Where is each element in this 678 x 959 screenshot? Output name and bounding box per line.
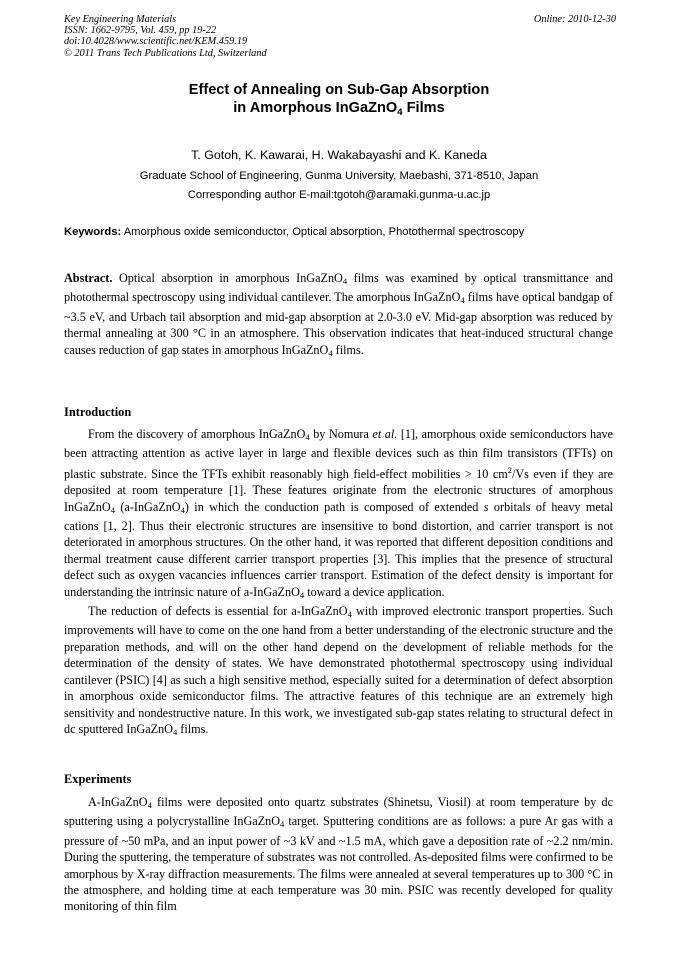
- introduction-body: [64, 426, 613, 740]
- para-text: with improved electronic transport properties. Such improvements will have to come on the one hand from a better understanding of the electronic structure and the preparation methods, and will on the other hand depend on the development of reliable methods for the determination of the density of states. We have demonstrated photothermal spectroscopy using individual cantilever (PSIC) [4] as such a high sensitive method, especially suited for a determination of defect absorption in amorphous oxide semiconductor films. The attractive features of this technique are an extremely high sensitivity and nondestructive nature. In this work, we investigated sub-gap states relating to structural defect in dc sputtered InGaZnO: [64, 604, 613, 736]
- corresponding-author: Corresponding author E-mail:tgotoh@aramaki.gunma-u.ac.jp: [187, 189, 491, 201]
- intro-paragraph-1: [64, 426, 613, 603]
- paper-title: [0, 81, 678, 122]
- online-date: Online: 2010-12-30: [533, 14, 616, 25]
- affiliation: Graduate School of Engineering, Gunma University, Maebashi, 371-8510, Japan: [139, 170, 539, 182]
- italic-text: s: [483, 499, 489, 514]
- keywords: [64, 226, 524, 238]
- para-text: From the discovery of amorphous InGaZnO: [88, 427, 306, 441]
- journal-name: Key Engineering Materials: [64, 14, 177, 25]
- subscript: 4: [172, 726, 178, 737]
- subscript: 4: [110, 504, 115, 515]
- title-text: in Amorphous InGaZnO: [233, 100, 398, 116]
- title-line-2: [0, 99, 678, 122]
- para-text: [1], amorphous oxide semiconductors have been attracting attention as active layer in large and flexible devices such as thin film transistors (TFTs) on plastic substrate. Since the TFTs exhibit reasonably high field-effect mobilities > 10 cm: [64, 427, 613, 481]
- intro-paragraph-2: [64, 603, 613, 740]
- subscript: 4: [147, 800, 152, 810]
- subscript: 4: [342, 276, 348, 286]
- experiments-paragraph-1: [64, 794, 613, 915]
- issn-line: ISSN: 1662-9795, Vol. 459, pp 19-22: [64, 25, 217, 37]
- subscript: 4: [460, 295, 465, 306]
- abstract-text: films was examined by optical transmittance and photothermal spectroscopy using individual cantilever. The amorphous InGaZnO: [64, 271, 613, 305]
- italic-text: et al.: [372, 427, 398, 441]
- subscript: 4: [328, 347, 333, 358]
- para-text: orbitals of heavy metal cations [1, 2]. Thus their electronic structures are insensitive to bond distortion, and carrier transport is not deteriorated in amorphous structures. On the other hand, it was reported that different deposition conditions and thermal treatment cause different carrier transport properties [3]. This implies that the presence of structural defect such as oxygen vacancies influences carrier transport. Estimation of the defect density is important for understanding the intrinsic nature of a-InGaZnO: [64, 499, 613, 599]
- doi-line: doi:10.4028/www.scientific.net/KEM.459.19: [64, 36, 248, 48]
- subscript: 4: [180, 504, 185, 515]
- abstract-text: Optical absorption in amorphous InGaZnO: [112, 271, 343, 285]
- abstract-text: films have optical bandgap of ~3.5 eV, and Urbach tail absorption and mid-gap absorption at 2.0-3.0 eV. Mid-gap absorption was reduced by thermal annealing at 300 °C in an atmosphere. This observation indicates that heat-induced structural change causes reduction of gap states in amorphous InGaZnO: [64, 290, 613, 357]
- para-text: The reduction of defects is essential for a-InGaZnO: [88, 604, 348, 619]
- subscript: 4: [347, 609, 352, 620]
- author-list: T. Gotoh, K. Kawarai, H. Wakabayashi and K. Kaneda: [191, 148, 487, 162]
- superscript: 2: [507, 464, 512, 475]
- title-subscript: 4: [397, 107, 403, 118]
- para-text: A-InGaZnO: [88, 795, 148, 809]
- para-text: ) in which the conduction path is composed of extended: [184, 499, 484, 514]
- para-text: (a-InGaZnO: [114, 499, 181, 514]
- para-text: films.: [177, 721, 209, 736]
- subscript: 4: [299, 589, 305, 600]
- experiments-heading: Experiments: [64, 772, 132, 786]
- experiments-body: [64, 794, 613, 915]
- keywords-label: Keywords:: [64, 226, 122, 238]
- para-text: films were deposited onto quartz substrates (Shinetsu, Viosil) at room temperature by dc sputtering using a polycrystalline InGaZnO: [64, 795, 613, 829]
- title-text-end: Films: [402, 100, 445, 116]
- keywords-text: Amorphous oxide semiconductor, Optical absorption, Photothermal spectroscopy: [121, 226, 525, 238]
- subscript: 4: [305, 432, 310, 442]
- abstract-text: films.: [332, 342, 364, 357]
- subscript: 4: [280, 819, 285, 830]
- introduction-heading: Introduction: [64, 405, 132, 419]
- para-text: /Vs even if they are deposited at room temperature [1]. These features originate from the electronic structures of amorphous InGaZnO: [64, 466, 613, 514]
- copyright-line: © 2011 Trans Tech Publications Ltd, Switzerland: [64, 47, 267, 59]
- para-text: toward a device application.: [304, 584, 445, 599]
- para-text: by Nomura: [309, 427, 373, 441]
- journal-header: [64, 14, 267, 59]
- abstract-label: Abstract.: [64, 271, 113, 285]
- para-text: target. Sputtering conditions are as follows: a pure Ar gas with a pressure of ~50 mPa, and an input power of ~3 kV and ~1.5 mA, which gave a deposition rate of ~2.2 nm/min. During the sputtering, the temperature of substrates was not controlled. As-deposited films were confirmed to be amorphous by X-ray diffraction measurements. The films were annealed at several temperatures up to 300 °C in the atmosphere, and holding time at each temperature was 30 min. PSIC was recently developed for quality monitoring of thin film: [64, 814, 613, 914]
- title-line-1: Effect of Annealing on Sub-Gap Absorption: [188, 82, 490, 98]
- abstract: [64, 270, 613, 361]
